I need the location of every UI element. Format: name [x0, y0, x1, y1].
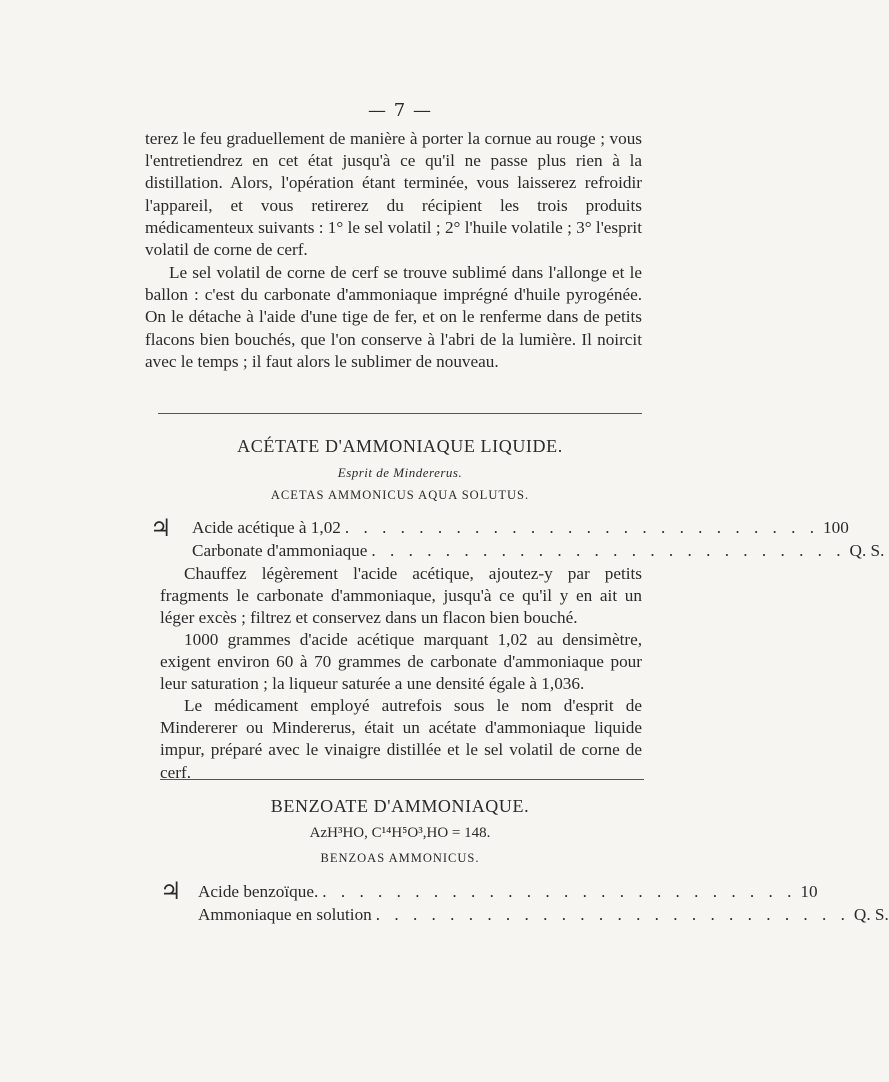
leader-dots: . . . . . . . . . . . . . . . . . . . . . . . . . . [344, 518, 820, 537]
recipe-ingredient: Ammoniaque en solution [198, 905, 372, 924]
section-latin-benzoate: BENZOAS AMMONICUS. [320, 851, 480, 865]
recipe-symbol-icon: ♃ [160, 877, 182, 905]
acetate-paragraph-3: Le médicament employé autrefois sous le nom d'esprit de Mindererer ou Mindererus, était un acétate d'ammoniaque liquide impur, préparé avec le vinaigre distillée et le sel volatil de corne de cerf. [160, 696, 642, 782]
recipe-row [192, 541, 885, 563]
recipe-quantity: Q. S. [853, 905, 889, 924]
recipe-ingredient: Acide acétique à 1,02 [192, 518, 341, 537]
acetate-paragraph-2: 1000 grammes d'acide acétique marquant 1,02 au densimètre, exigent environ 60 à 70 grammes de carbonate d'ammoniaque pour leur saturation ; la liqueur saturée a une densité égale à 1,036. [160, 630, 642, 694]
recipe-ingredient: Acide benzoïque. [198, 882, 319, 901]
section-latin-acetate: ACETAS AMMONICUS AQUA SOLUTUS. [270, 488, 530, 502]
intro-paragraph-1: terez le feu graduellement de manière à porter la cornue au rouge ; vous l'entretiendrez en cet état jusqu'à ce qu'il ne passe plus rien à la distillation. Alors, l'opération étant terminée, vous laisserez refroidir l'appareil, et vous retirerez du récipient les trois produits médicamenteux suivants : 1° le sel volatil ; 2° l'huile volatile ; 3° l'esprit volatil de corne de cerf. [145, 129, 642, 260]
leader-dots: . . . . . . . . . . . . . . . . . . . . . . . . . . [375, 905, 850, 924]
recipe-quantity: Q. S. [849, 541, 885, 560]
recipe-row [192, 518, 849, 540]
leader-dots: . . . . . . . . . . . . . . . . . . . . . . . . . . [322, 882, 797, 901]
recipe-quantity: 10 [800, 882, 818, 901]
recipe-quantity: 100 [823, 518, 849, 537]
recipe-row [198, 882, 818, 904]
section-title-acetate: ACÉTATE D'AMMONIAQUE LIQUIDE. [237, 436, 563, 456]
recipe-ingredient: Carbonate d'ammoniaque [192, 541, 368, 560]
section-divider [158, 413, 642, 414]
section-title-benzoate: BENZOATE D'AMMONIAQUE. [270, 796, 530, 816]
recipe-row [198, 905, 889, 927]
section-formula-benzoate: AzH³HO, C¹⁴H⁵O³,HO = 148. [309, 825, 491, 841]
recipe-symbol-icon: ♃ [150, 514, 172, 542]
page-number: — 7 — [368, 100, 432, 121]
acetate-paragraph-1: Chauffez légèrement l'acide acétique, ajoutez-y par petits fragments le carbonate d'ammoniaque, jusqu'à ce qu'il y en ait un léger excès ; filtrez et conservez dans un flacon bien bouché. [160, 564, 642, 628]
section-subtitle-acetate: Esprit de Mindererus. [337, 465, 463, 480]
intro-paragraph-2: Le sel volatil de corne de cerf se trouve sublimé dans l'allonge et le ballon : c'est du carbonate d'ammoniaque imprégné d'huile pyrogénée. On le détache à l'aide d'une tige de fer, et on le renferme dans de petits flacons bien bouchés, que l'on conserve à l'abri de la lumière. Il noircit avec le temps ; il faut alors le sublimer de nouveau. [145, 263, 642, 371]
section-divider [160, 779, 644, 780]
leader-dots: . . . . . . . . . . . . . . . . . . . . . . . . . . [371, 541, 846, 560]
